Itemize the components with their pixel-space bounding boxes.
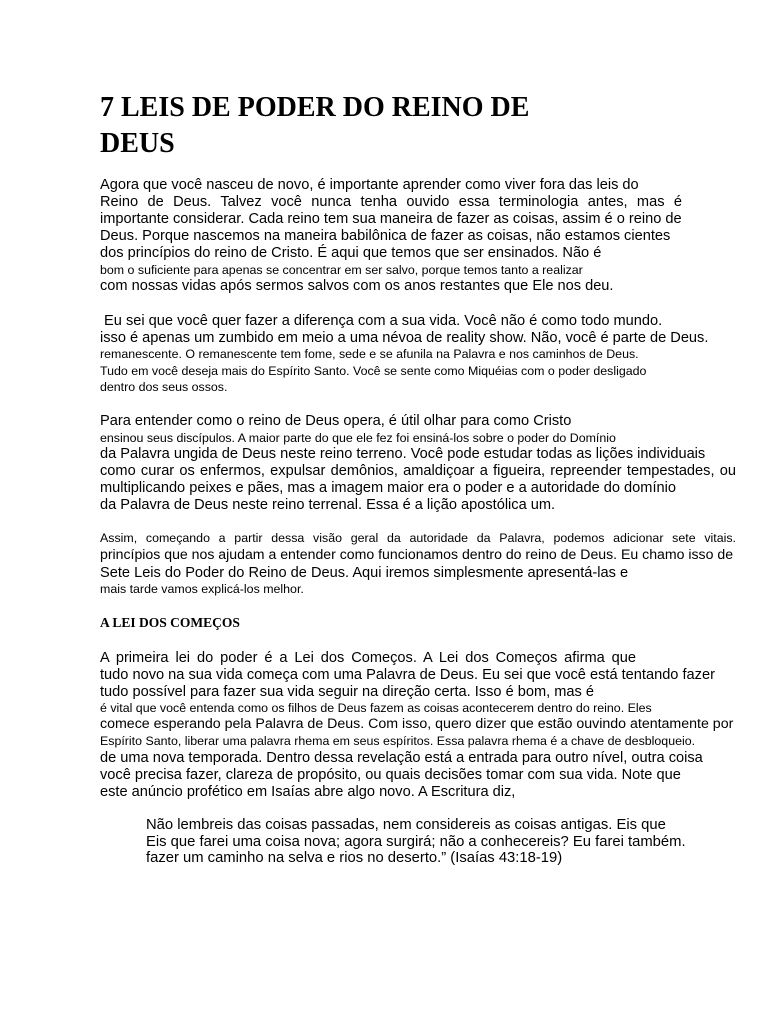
text-line: da Palavra de Deus neste reino terrenal. Essa é a lição apostólica um. [100,497,556,513]
text-line: com nossas vidas após sermos salvos com os anos restantes que Ele nos deu. [100,278,614,294]
text-line: Sete Leis do Poder do Reino de Deus. Aqui iremos simplesmente apresentá-las e [100,565,629,581]
text-line: como curar os enfermos, expulsar demônios, amaldiçoar a figueira, repreender tempestades, ou [100,463,736,479]
text-line: ensinou seus discípulos. A maior parte do que ele fez foi ensiná-los sobre o poder do Domínio [100,431,616,445]
document-title-line-1: 7 LEIS DE PODER DO REINO DE [100,92,530,123]
text-line: remanescente. O remanescente tem fome, sede e se afunila na Palavra e nos caminhos de Deus. [100,347,639,361]
text-line: de uma nova temporada. Dentro dessa revelação está a entrada para outro nível, outra coisa [100,750,703,766]
text-line: importante considerar. Cada reino tem sua maneira de fazer as coisas, assim é o reino de [100,211,682,227]
quote-line: Eis que farei uma coisa nova; agora surgirá; não a conhecereis? Eu farei também. [146,834,686,850]
text-line: Agora que você nasceu de novo, é importante aprender como viver fora das leis do [100,177,639,193]
text-line: Eu sei que você quer fazer a diferença com a sua vida. Você não é como todo mundo. [100,313,663,329]
text-line: bom o suficiente para apenas se concentrar em ser salvo, porque temos tanto a realizar [100,263,583,277]
text-line: da Palavra ungida de Deus neste reino terreno. Você pode estudar todas as lições individuais [100,446,706,462]
text-line: Espírito Santo, liberar uma palavra rhema em seus espíritos. Essa palavra rhema é a chave de desbloqueio. [100,734,696,748]
quote-line: fazer um caminho na selva e rios no deserto.” (Isaías 43:18-19) [146,850,563,866]
text-line: dos princípios do reino de Cristo. É aqui que temos que ser ensinados. Não é [100,245,602,261]
text-line: Assim, começando a partir dessa visão geral da autoridade da Palavra, podemos adicionar sete vitais. [100,531,736,545]
text-line: princípios que nos ajudam a entender como funcionamos dentro do reino de Deus. Eu chamo isso de [100,546,734,562]
text-line: Para entender como o reino de Deus opera, é útil olhar para como Cristo [100,413,572,429]
text-line: Deus. Porque nascemos na maneira babilônica de fazer as coisas, não estamos cientes [100,228,671,244]
text-line: Reino de Deus. Talvez você nunca tenha ouvido essa terminologia antes, mas é [100,194,682,210]
text-line: isso é apenas um zumbido em meio a uma névoa de reality show. Não, você é parte de Deus. [100,330,709,346]
text-line: este anúncio profético em Isaías abre algo novo. A Escritura diz, [100,784,516,800]
text-line: A primeira lei do poder é a Lei dos Começos. A Lei dos Começos afirma que [100,650,636,666]
text-line: é vital que você entenda como os filhos de Deus fazem as coisas acontecerem dentro do reino. Eles [100,701,652,715]
quote-line: Não lembreis das coisas passadas, nem considereis as coisas antigas. Eis que [146,817,666,833]
text-line: dentro dos seus ossos. [100,380,228,394]
section-heading: A LEI DOS COMEÇOS [100,615,240,630]
text-line: tudo possível para fazer sua vida seguir na direção certa. Isso é bom, mas é [100,684,595,700]
text-line: Tudo em você deseja mais do Espírito Santo. Você se sente como Miquéias com o poder desligado [100,364,647,378]
text-line: mais tarde vamos explicá-los melhor. [100,582,304,596]
text-line: tudo novo na sua vida começa com uma Palavra de Deus. Eu sei que você está tentando fazer [100,667,715,683]
text-line: comece esperando pela Palavra de Deus. Com isso, quero dizer que estão ouvindo atentamente por [100,716,734,732]
document-title-line-2: DEUS [100,128,175,159]
text-line: você precisa fazer, clareza de propósito, ou quais decisões tomar com sua vida. Note que [100,767,681,783]
text-line: multiplicando peixes e pães, mas a imagem maior era o poder e a autoridade do domínio [100,480,676,496]
